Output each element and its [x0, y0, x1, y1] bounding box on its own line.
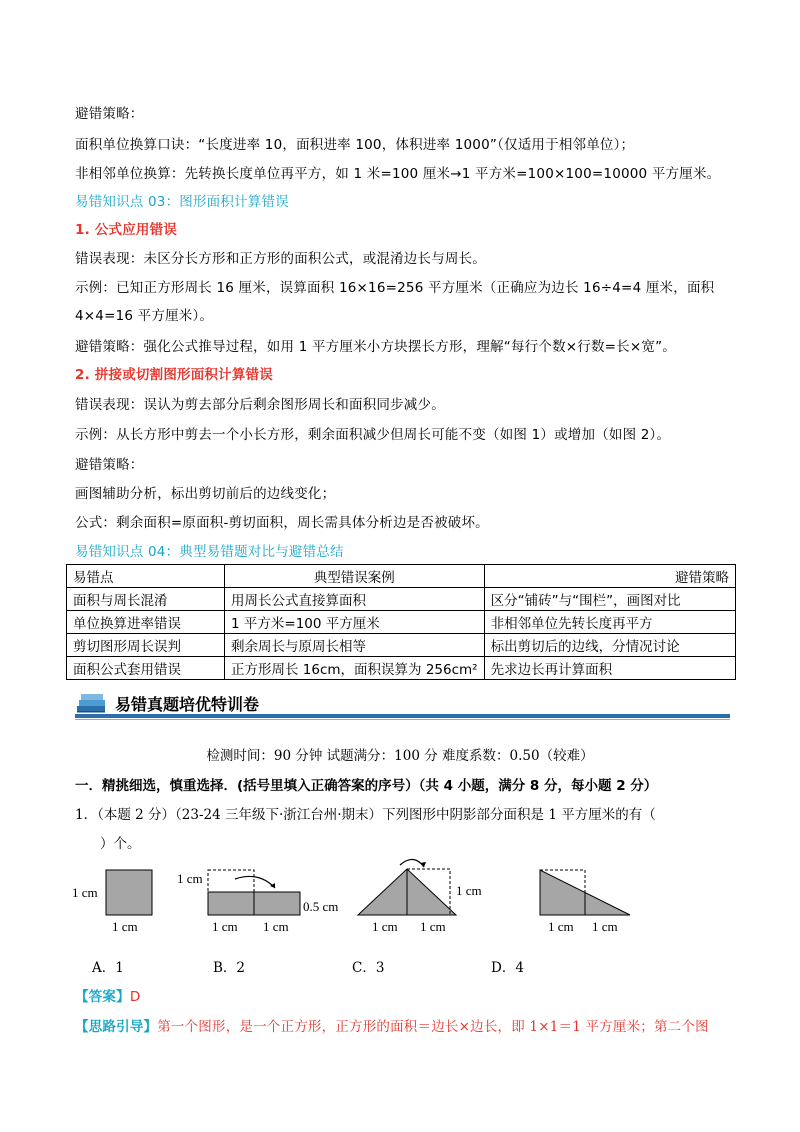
knowledge-point-04-title: 易错知识点 04：典型易错题对比与避错总结 — [75, 544, 344, 560]
table-cell: 剩余周长与原周长相等 — [225, 634, 485, 657]
figure-4-bottom-left-label: 1 cm — [548, 919, 574, 934]
tips-line-2: 非相邻单位换算：先转换长度单位再平方，如 1 米=100 厘米→1 平方米=100×100=10000 平方厘米。 — [75, 166, 721, 182]
figure-2-right-label: 0.5 cm — [303, 899, 339, 914]
analysis-line — [75, 1015, 709, 1035]
table-row — [67, 634, 736, 657]
table-header-cell: 易错点 — [67, 565, 225, 588]
option-d[interactable]: D．4 — [491, 960, 524, 976]
knowledge-point-03-title: 易错知识点 03：图形面积计算错误 — [75, 194, 289, 210]
subsection-2-strategy-line-1: 画图辅助分析，标出剪切前后的边线变化； — [75, 486, 336, 502]
figure-2-side-label: 1 cm — [177, 871, 203, 886]
books-icon — [75, 692, 109, 714]
table-cell: 先求边长再计算面积 — [484, 657, 735, 680]
dashed-top-half — [208, 870, 254, 892]
figure-3-right-label: 1 cm — [456, 883, 482, 898]
table-cell: 正方形周长 16cm，面积误算为 256cm² — [225, 657, 485, 680]
section-banner — [75, 690, 730, 720]
figure-1-bottom-label: 1 cm — [112, 919, 138, 934]
banner-divider-thin — [75, 719, 730, 720]
table-cell: 标出剪切后的边线，分情况讨论 — [484, 634, 735, 657]
subsection-1-error: 错误表现：未区分长方形和正方形的面积公式，或混淆边长与周长。 — [75, 251, 486, 267]
option-b[interactable]: B．2 — [213, 960, 246, 976]
figure-3-bottom-right-label: 1 cm — [420, 919, 446, 934]
comparison-table — [66, 564, 736, 680]
curved-arrow-icon — [235, 876, 275, 888]
option-c[interactable]: C．3 — [352, 960, 385, 976]
table-cell: 区分“铺砖”与“围栏”，画图对比 — [484, 588, 735, 611]
figure-2-bottom-right-label: 1 cm — [263, 919, 289, 934]
table-row — [67, 611, 736, 634]
table-cell: 剪切图形周长误判 — [67, 634, 225, 657]
table-cell: 用周长公式直接算面积 — [225, 588, 485, 611]
banner-title: 易错真题培优特训卷 — [115, 695, 260, 714]
subsection-2-strategy-line-2: 公式：剩余面积=原面积-剪切面积，周长需具体分析边是否被破坏。 — [75, 515, 489, 531]
shaded-square — [106, 870, 152, 915]
subsection-2-example: 示例：从长方形中剪去一个小长方形，剩余面积减少但周长可能不变（如图 1）或增加（如图 2）。 — [75, 427, 671, 443]
table-header-row — [67, 565, 736, 588]
table-cell: 面积公式套用错误 — [67, 657, 225, 680]
answer-label: 【答案】 — [75, 989, 130, 1005]
subsection-2-strategy-heading: 避错策略： — [75, 457, 144, 473]
tips-line-1: 面积单位换算口诀：“长度进率 10，面积进率 100，体积进率 1000”（仅适用于相邻单位）； — [75, 137, 635, 153]
analysis-label: 【思路引导】 — [75, 1019, 158, 1035]
table-cell: 1 平方米=100 平方厘米 — [225, 611, 485, 634]
figure-2-bottom-left-label: 1 cm — [212, 919, 238, 934]
table-cell: 非相邻单位先转长度再平方 — [484, 611, 735, 634]
figure-3-triangle — [350, 855, 500, 935]
table-header-cell: 避错策略 — [484, 565, 735, 588]
shaded-bottom-right — [254, 892, 300, 915]
section-1-title: 一．精挑细选，慎重选择．(括号里填入正确答案的序号）（共 4 小题，满分 8 分，每小题 2 分） — [75, 778, 658, 794]
banner-divider — [75, 714, 730, 718]
question-1-line-2: ）个。 — [100, 836, 141, 852]
question-1-line-1: 1．（本题 2 分）（23-24 三年级下·浙江台州·期末）下列图形中阴影部分面积是 1 平方厘米的有（ — [75, 807, 656, 823]
subsection-2-title: 2. 拼接或切割图形面积计算错误 — [75, 367, 273, 383]
table-row — [67, 657, 736, 680]
figure-3-bottom-left-label: 1 cm — [372, 919, 398, 934]
figure-2-rearranged — [175, 855, 345, 935]
figure-4-right-triangle — [530, 855, 650, 935]
subsection-1-example-a: 示例：已知正方形周长 16 厘米，误算面积 16×16=256 平方厘米（正确应为边长 16÷4=4 厘米，面积 — [75, 280, 715, 296]
option-a[interactable]: A．1 — [92, 960, 124, 976]
exam-info: 检测时间：90 分钟 试题满分：100 分 难度系数：0.50（较难） — [206, 748, 594, 764]
subsection-1-strategy: 避错策略：强化公式推导过程，如用 1 平方厘米小方块摆长方形，理解“每行个数×行数=长×宽”。 — [75, 339, 676, 355]
subsection-1-example-b: 4×4=16 平方厘米）。 — [75, 308, 214, 324]
table-cell: 单位换算进率错误 — [67, 611, 225, 634]
figure-1-square — [70, 855, 170, 935]
figure-4-bottom-right-label: 1 cm — [592, 919, 618, 934]
subsection-2-error: 错误表现：误认为剪去部分后剩余图形周长和面积同步减少。 — [75, 397, 445, 413]
table-cell: 面积与周长混淆 — [67, 588, 225, 611]
figure-1-side-label: 1 cm — [72, 885, 98, 900]
table-header-cell: 典型错误案例 — [225, 565, 485, 588]
analysis-text: 第一个图形，是一个正方形，正方形的面积＝边长×边长，即 1×1＝1 平方厘米；第二个图 — [157, 1019, 709, 1035]
answer-line — [75, 985, 140, 1005]
tips-heading: 避错策略： — [75, 106, 144, 122]
answer-value: D — [129, 989, 141, 1005]
shaded-bottom-left — [208, 892, 254, 915]
table-row — [67, 588, 736, 611]
subsection-1-title: 1. 公式应用错误 — [75, 222, 178, 238]
